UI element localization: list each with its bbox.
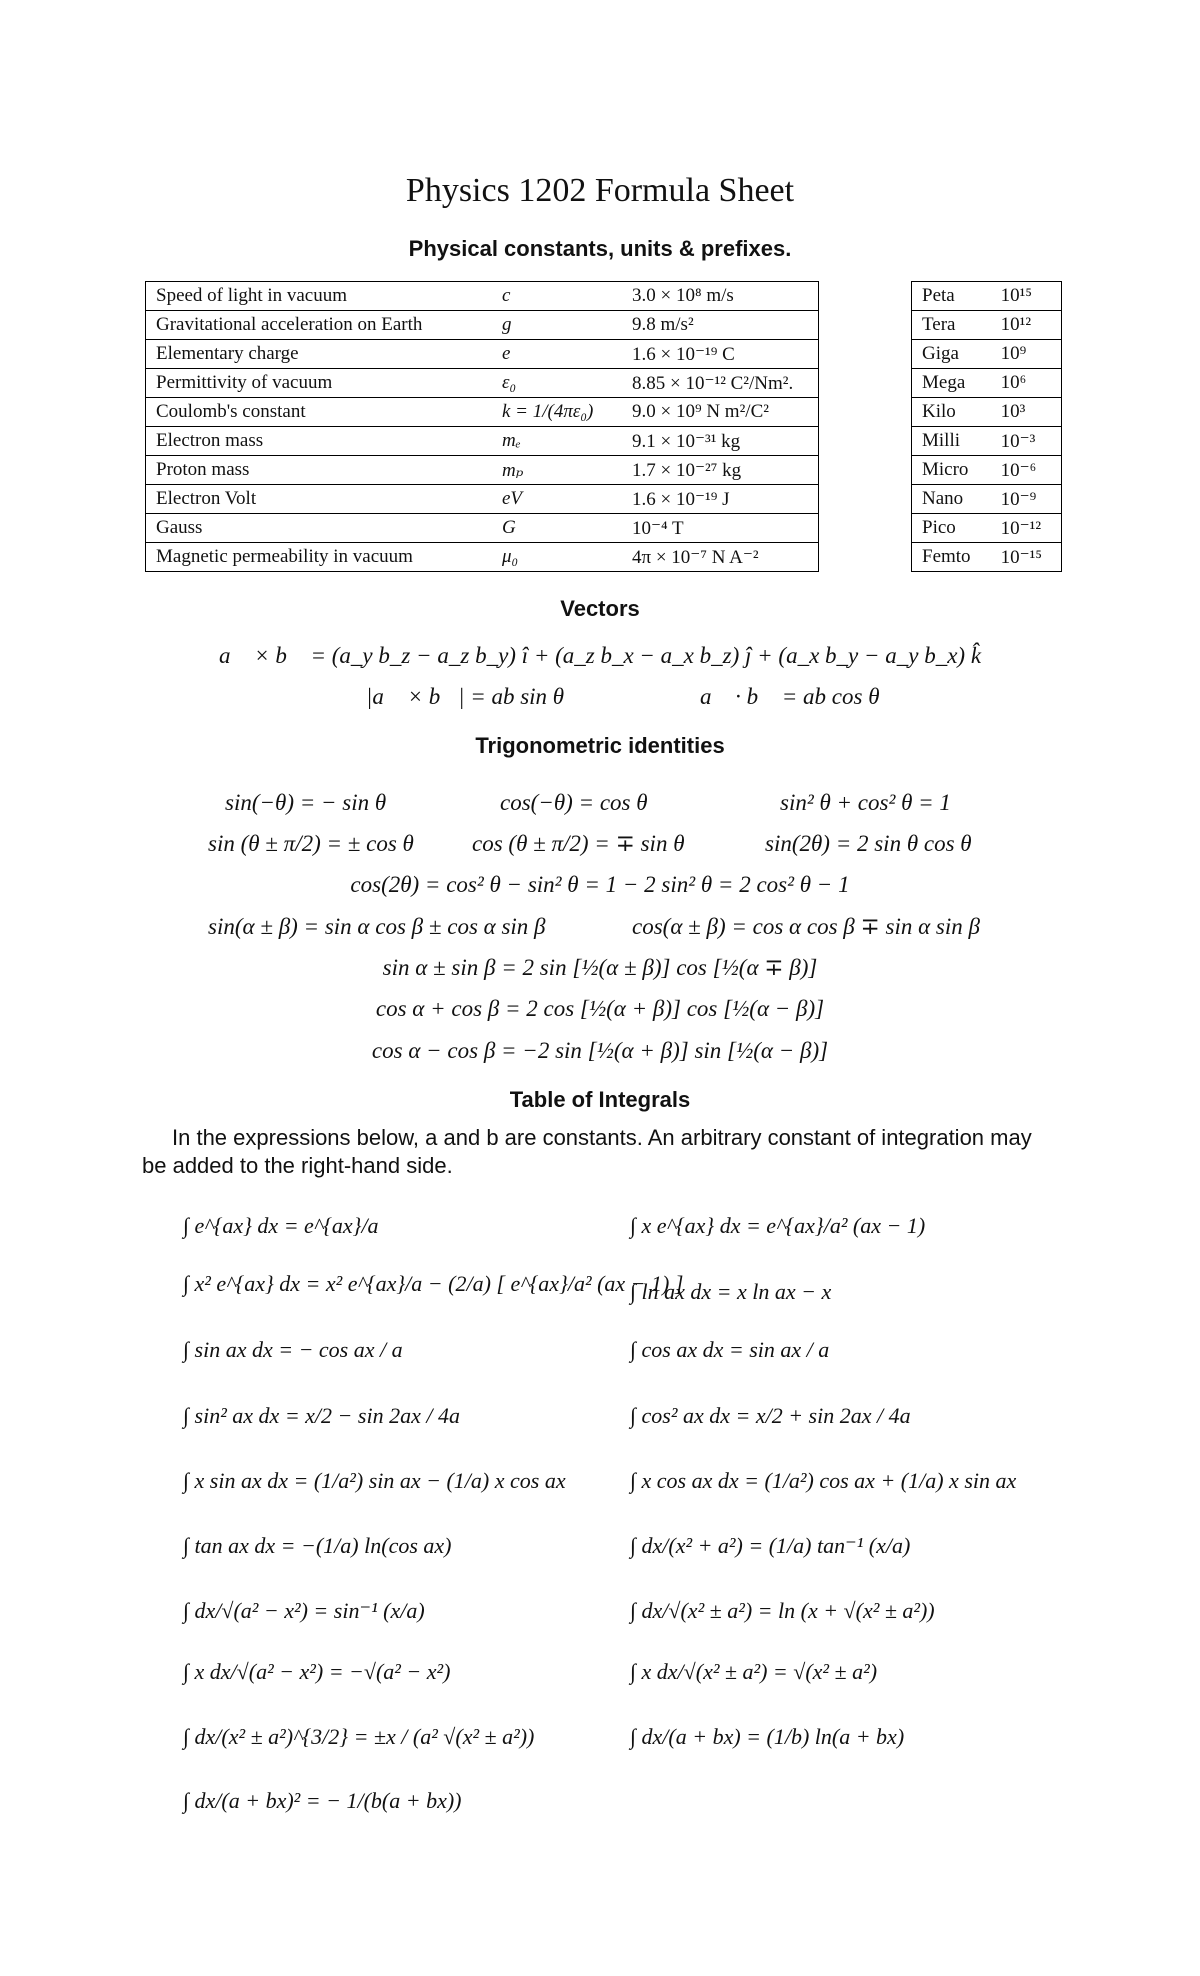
trig-identity: cos(2θ) = cos² θ − sin² θ = 1 − 2 sin² θ = 2 cos² θ − 1 [350,872,850,897]
prefix-name: Milli [912,427,991,456]
integral-formula: ∫ dx/(x² ± a²)^{3/2} = ±x / (a² √(x² ± a²)) [183,1724,535,1749]
prefix-row [912,485,1062,514]
prefix-row [912,456,1062,485]
prefix-value: 10⁶ [991,369,1062,398]
prefix-value: 10¹² [991,311,1062,340]
integral-formula: ∫ ln ax dx = x ln ax − x [630,1279,832,1304]
constant-row [146,485,819,514]
constant-row [146,398,819,427]
prefix-row [912,543,1062,572]
prefix-name: Mega [912,369,991,398]
integral-formula: ∫ x e^{ax} dx = e^{ax}/a² (ax − 1) [630,1213,926,1238]
trig-identity: cos α − cos β = −2 sin [½(α + β)] sin [½(α − β)] [371,1038,829,1063]
trig-identity: sin(α ± β) = sin α cos β ± cos α sin β [208,914,546,939]
trig-identity: sin (θ ± π/2) = ± cos θ [208,831,414,856]
integral-formula: ∫ sin ax dx = − cos ax / a [183,1337,403,1362]
constant-name: Coulomb's constant [146,398,493,427]
constant-value: 1.7 × 10⁻²⁷ kg [622,456,819,485]
prefix-name: Femto [912,543,991,572]
constant-symbol: μ₀ [492,543,622,572]
prefix-name: Peta [912,282,991,311]
prefix-row [912,282,1062,311]
prefix-value: 10³ [991,398,1062,427]
constant-value: 4π × 10⁻⁷ N A⁻² [622,543,819,572]
constant-row [146,514,819,543]
constant-row [146,282,819,311]
integral-formula: ∫ dx/(a + bx) = (1/b) ln(a + bx) [630,1724,905,1749]
constant-row [146,427,819,456]
constant-symbol: e [492,340,622,369]
section-heading-constants: Physical constants, units & prefixes. [408,236,792,261]
constant-symbol: g [492,311,622,340]
constant-row [146,311,819,340]
constant-symbol: mₚ [492,456,622,485]
integrals-intro-paragraph: In the expressions below, a and b are constants. An arbitrary constant of integration may be added to the right-hand side. [142,1125,1032,1178]
constant-row [146,456,819,485]
constant-name: Proton mass [146,456,493,485]
constant-name: Permittivity of vacuum [146,369,493,398]
integral-formula: ∫ e^{ax} dx = e^{ax}/a [183,1213,379,1238]
vector-cross-magnitude: |a⃗ × b⃗| = ab sin θ [366,684,565,709]
prefix-name: Giga [912,340,991,369]
constant-name: Elementary charge [146,340,493,369]
page-title: Physics 1202 Formula Sheet [405,172,795,209]
integral-formula: ∫ dx/√(a² − x²) = sin⁻¹ (x/a) [183,1598,425,1623]
constant-symbol: ε₀ [492,369,622,398]
trig-identity: sin(2θ) = 2 sin θ cos θ [765,831,972,856]
integral-formula: ∫ dx/(x² + a²) = (1/a) tan⁻¹ (x/a) [630,1533,911,1558]
section-heading-integrals: Table of Integrals [509,1087,691,1112]
constant-symbol: G [492,514,622,543]
constant-name: Magnetic permeability in vacuum [146,543,493,572]
integral-formula: ∫ dx/√(x² ± a²) = ln (x + √(x² ± a²)) [630,1598,935,1623]
trig-identity: cos(α ± β) = cos α cos β ∓ sin α sin β [632,914,980,939]
integral-formula: ∫ tan ax dx = −(1/a) ln(cos ax) [183,1533,452,1558]
constant-name: Gravitational acceleration on Earth [146,311,493,340]
vector-cross-product: a⃗ × b⃗ = (a_y b_z − a_z b_y) î + (a_z b_x − a_x b_z) ĵ + (a_x b_y − a_y b_x) k̂ [218,643,982,668]
integral-formula: ∫ x sin ax dx = (1/a²) sin ax − (1/a) x cos ax [183,1468,566,1493]
integral-formula: ∫ x² e^{ax} dx = x² e^{ax}/a − (2/a) [ e^{ax}/a² (ax − 1) ] [183,1271,684,1296]
section-heading-trig: Trigonometric identities [475,733,725,758]
constants-table [145,281,819,572]
prefix-row [912,369,1062,398]
constant-name: Speed of light in vacuum [146,282,493,311]
prefix-value: 10⁻⁹ [991,485,1062,514]
prefix-value: 10¹⁵ [991,282,1062,311]
trig-identity: sin(−θ) = − sin θ [225,790,387,815]
prefixes-table [911,281,1062,572]
prefix-value: 10⁻¹⁵ [991,543,1062,572]
prefix-name: Pico [912,514,991,543]
constant-value: 9.8 m/s² [622,311,819,340]
prefix-name: Tera [912,311,991,340]
integral-formula: ∫ sin² ax dx = x/2 − sin 2ax / 4a [183,1403,460,1428]
constant-value: 3.0 × 10⁸ m/s [622,282,819,311]
prefix-row [912,398,1062,427]
constant-value: 1.6 × 10⁻¹⁹ J [622,485,819,514]
trig-identity: cos α + cos β = 2 cos [½(α + β)] cos [½(α − β)] [375,996,825,1021]
integral-formula: ∫ x dx/√(a² − x²) = −√(a² − x²) [183,1659,451,1684]
constant-row [146,369,819,398]
prefix-name: Nano [912,485,991,514]
section-heading-vectors: Vectors [560,596,640,621]
constant-value: 10⁻⁴ T [622,514,819,543]
constant-symbol: k = 1/(4πε₀) [492,398,622,427]
prefix-row [912,514,1062,543]
prefix-row [912,427,1062,456]
prefix-row [912,340,1062,369]
integral-formula: ∫ x cos ax dx = (1/a²) cos ax + (1/a) x sin ax [630,1468,1017,1493]
constant-name: Electron Volt [146,485,493,514]
trig-identity: cos (θ ± π/2) = ∓ sin θ [472,831,685,856]
constant-symbol: c [492,282,622,311]
integral-formula: ∫ dx/(a + bx)² = − 1/(b(a + bx)) [183,1788,462,1813]
constant-symbol: eV [492,485,622,514]
constant-name: Electron mass [146,427,493,456]
constant-row [146,340,819,369]
prefix-name: Kilo [912,398,991,427]
prefix-value: 10⁻³ [991,427,1062,456]
trig-identity: sin² θ + cos² θ = 1 [780,790,951,815]
prefix-name: Micro [912,456,991,485]
constant-value: 9.1 × 10⁻³¹ kg [622,427,819,456]
constant-value: 9.0 × 10⁹ N m²/C² [622,398,819,427]
constant-row [146,543,819,572]
prefix-value: 10⁻⁶ [991,456,1062,485]
prefix-row [912,311,1062,340]
constant-symbol: mₑ [492,427,622,456]
prefix-value: 10⁹ [991,340,1062,369]
vector-dot-product: a⃗ · b⃗ = ab cos θ [700,684,880,709]
trig-identity: cos(−θ) = cos θ [500,790,648,815]
integral-formula: ∫ x dx/√(x² ± a²) = √(x² ± a²) [630,1659,878,1684]
constant-name: Gauss [146,514,493,543]
trig-identity: sin α ± sin β = 2 sin [½(α ± β)] cos [½(α ∓ β)] [382,955,818,980]
constant-value: 8.85 × 10⁻¹² C²/Nm². [622,369,819,398]
constant-value: 1.6 × 10⁻¹⁹ C [622,340,819,369]
prefix-value: 10⁻¹² [991,514,1062,543]
integral-formula: ∫ cos² ax dx = x/2 + sin 2ax / 4a [630,1403,911,1428]
integral-formula: ∫ cos ax dx = sin ax / a [630,1337,830,1362]
